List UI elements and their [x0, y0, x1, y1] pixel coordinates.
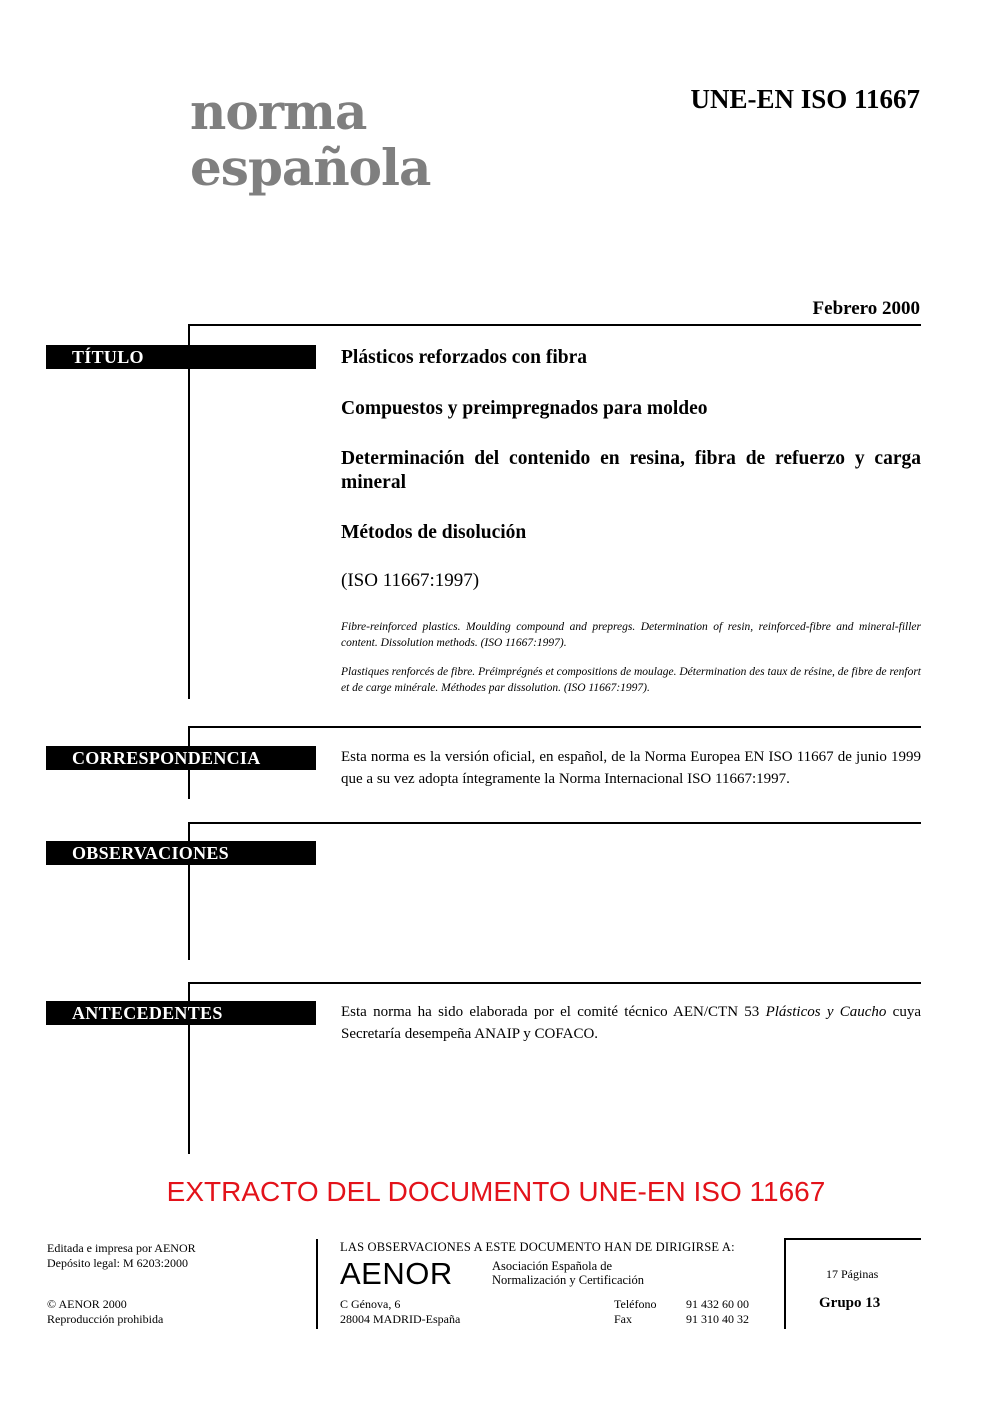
- brand-line-1: norma: [190, 82, 367, 141]
- assoc-line-2: Normalización y Certificación: [492, 1273, 645, 1287]
- fax-value: 91 310 40 32: [686, 1312, 749, 1326]
- footer-edition: [47, 1241, 196, 1271]
- antecedentes-text-after: cuya Secretaría desempeña ANAIP y COFACO.: [341, 1004, 921, 1042]
- publication-date: Febrero 2000: [812, 298, 920, 319]
- contact-labels: [614, 1297, 656, 1327]
- footer-deposito: Depósito legal: M 6203:2000: [47, 1256, 188, 1270]
- correspondencia-text: Esta norma es la versión oficial, en español, de la Norma Europea EN ISO 11667 de junio 1999 que a su vez adopta íntegramente la Norma Internacional ISO 11667:1997.: [341, 749, 921, 787]
- footer-divider-left: [316, 1239, 318, 1329]
- antecedentes-label: ANTECEDENTES: [46, 1001, 316, 1025]
- observaciones-top-rule: [188, 822, 921, 824]
- footer-box-vertical-rule: [784, 1238, 786, 1329]
- titulo-vertical-rule: [188, 324, 190, 699]
- title-line-2: Compuestos y preimpregnados para moldeo: [341, 398, 708, 419]
- contact-values: [686, 1297, 749, 1327]
- fax-label: Fax: [614, 1312, 632, 1326]
- title-line-4: Métodos de disolución: [341, 522, 527, 543]
- correspondencia-label: CORRESPONDENCIA: [46, 746, 316, 770]
- brand-line-2: española: [190, 138, 431, 197]
- footer-copyright: © AENOR 2000: [47, 1297, 127, 1311]
- antecedentes-committee-name: Plásticos y Caucho: [765, 1004, 887, 1020]
- titulo-top-rule: [188, 324, 921, 326]
- footer-box-top-rule: [784, 1238, 921, 1240]
- observaciones-label: OBSERVACIONES: [46, 841, 316, 865]
- assoc-line-1: Asociación Española de: [492, 1259, 613, 1273]
- telephone-label: Teléfono: [614, 1297, 657, 1311]
- iso-reference: (ISO 11667:1997): [341, 570, 480, 591]
- price-group: Grupo 13: [819, 1295, 881, 1311]
- footer-edited: Editada e impresa por AENOR: [47, 1241, 196, 1255]
- standard-code: UNE-EN ISO 11667: [690, 84, 920, 114]
- aenor-address: [340, 1297, 460, 1327]
- english-title: Fibre-reinforced plastics. Moulding compound and prepregs. Determination of resin, reinforced-fibre and mineral-filler content. Dissolution methods. (ISO 11667:1997).: [341, 621, 921, 649]
- aenor-association: [492, 1259, 644, 1287]
- address-line-1: C Génova, 6: [340, 1297, 401, 1311]
- page-count: 17 Páginas: [826, 1267, 879, 1281]
- extract-watermark: EXTRACTO DEL DOCUMENTO UNE-EN ISO 11667: [166, 1176, 826, 1207]
- footer-reproduccion: Reproducción prohibida: [47, 1312, 164, 1326]
- aenor-logo: AENOR: [340, 1256, 453, 1291]
- address-line-2: 28004 MADRID-España: [340, 1312, 461, 1326]
- footer-rights: [47, 1297, 163, 1327]
- antecedentes-text: [341, 1001, 921, 1045]
- french-title: Plastiques renforcés de fibre. Préimprégnés et compositions de moulage. Détermination des taux de résine, de fibre de renfort et de carge minérale. Méthodes par dissolution. (ISO 11667:1997).: [341, 666, 921, 694]
- title-line-1: Plásticos reforzados con fibra: [341, 347, 588, 368]
- brand-title: [190, 84, 430, 196]
- antecedentes-top-rule: [188, 982, 921, 984]
- titulo-label: TÍTULO: [46, 345, 316, 369]
- antecedentes-text-before: Esta norma ha sido elaborada por el comité técnico AEN/CTN 53: [341, 1004, 766, 1020]
- correspondencia-top-rule: [188, 726, 921, 728]
- telephone-value: 91 432 60 00: [686, 1297, 749, 1311]
- footer-observations-heading: LAS OBSERVACIONES A ESTE DOCUMENTO HAN DE DIRIGIRSE A:: [340, 1240, 735, 1254]
- title-line-3: Determinación del contenido en resina, fibra de refuerzo y carga mineral: [341, 448, 921, 493]
